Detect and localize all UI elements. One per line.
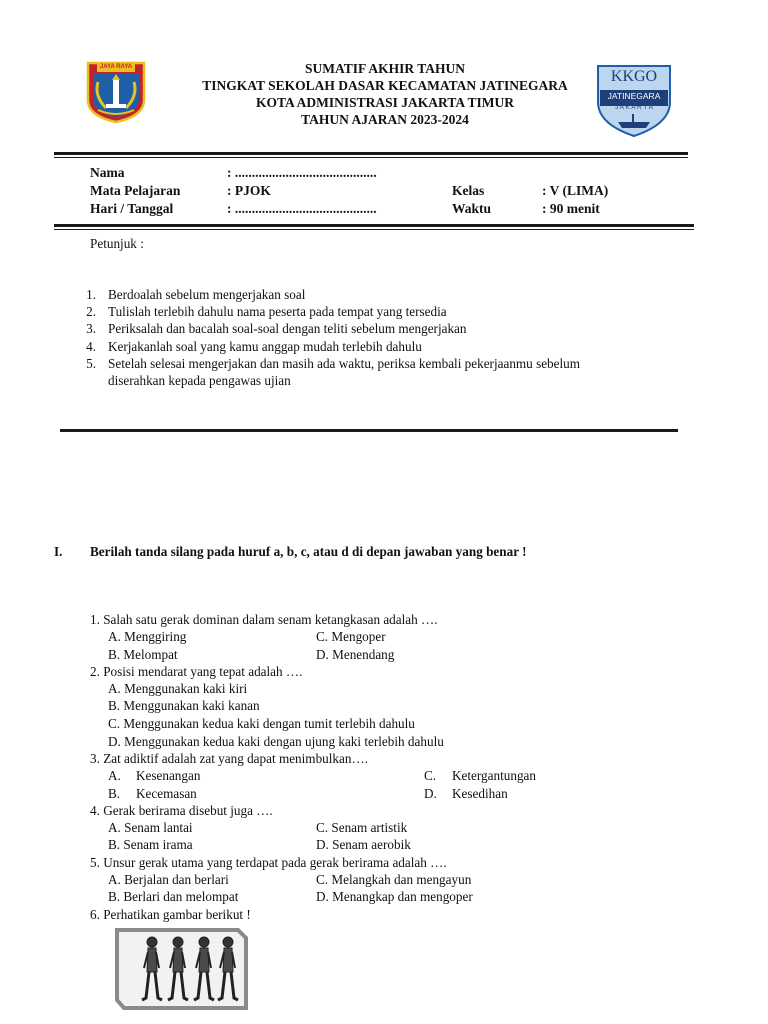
- petunjuk-item-number: 1.: [86, 287, 96, 302]
- q4-option-b[interactable]: B. Senam irama: [108, 837, 193, 852]
- petunjuk-item-text: Berdoalah sebelum mengerjakan soal: [108, 287, 306, 302]
- petunjuk-label: Petunjuk :: [90, 236, 144, 251]
- q1-option-a[interactable]: A. Menggiring: [108, 629, 187, 644]
- petunjuk-item-number: 5.: [86, 356, 96, 371]
- header-line-3: KOTA ADMINISTRASI JAKARTA TIMUR: [256, 95, 514, 110]
- petunjuk-item-number: 4.: [86, 339, 96, 354]
- header-line-4: TAHUN AJARAN 2023-2024: [301, 112, 469, 127]
- kkgo-logo-city: J A K A R T A: [614, 104, 654, 111]
- q3-option-d[interactable]: Kesedihan: [452, 786, 508, 801]
- q4-option-a[interactable]: A. Senam lantai: [108, 820, 193, 835]
- q5-option-c[interactable]: C. Melangkah dan mengayun: [316, 872, 472, 887]
- kkgo-logo-subtitle: JATINEGARA: [607, 91, 661, 101]
- kelas-value: : V (LIMA): [542, 183, 609, 198]
- q1-option-d[interactable]: D. Menendang: [316, 647, 395, 662]
- kkgo-logo: [592, 62, 676, 138]
- question-4: 4. Gerak berirama disebut juga ….: [90, 803, 273, 818]
- info-bottom-rule-thin: [54, 229, 694, 230]
- question-5: 5. Unsur gerak utama yang terdapat pada gerak berirama adalah ….: [90, 855, 447, 870]
- question-3: 3. Zat adiktif adalah zat yang dapat menimbulkan….: [90, 751, 368, 766]
- jakarta-emblem-logo: [84, 60, 148, 124]
- question-6: 6. Perhatikan gambar berikut !: [90, 907, 251, 922]
- waktu-label: Waktu: [452, 201, 492, 216]
- hari-field[interactable]: : ..........................................: [227, 201, 377, 216]
- question-2: 2. Posisi mendarat yang tepat adalah ….: [90, 664, 303, 679]
- q2-option-a[interactable]: A. Menggunakan kaki kiri: [108, 681, 248, 696]
- petunjuk-item-text-continued: diserahkan kepada pengawas ujian: [108, 373, 291, 388]
- q3-option-d-letter[interactable]: D.: [424, 786, 437, 801]
- q3-option-b[interactable]: Kecemasan: [136, 786, 197, 801]
- section-number: I.: [54, 544, 63, 559]
- q5-option-a[interactable]: A. Berjalan dan berlari: [108, 872, 229, 887]
- q3-option-a[interactable]: Kesenangan: [136, 768, 201, 783]
- q3-option-c-letter[interactable]: C.: [424, 768, 437, 783]
- q2-option-b[interactable]: B. Menggunakan kaki kanan: [108, 698, 260, 713]
- kkgo-logo-title: KKGO: [610, 68, 658, 85]
- q5-option-b[interactable]: B. Berlari dan melompat: [108, 889, 239, 904]
- petunjuk-item-text: Periksalah dan bacalah soal-soal dengan teliti sebelum mengerjakan: [108, 321, 467, 336]
- waktu-value: : 90 menit: [542, 201, 600, 216]
- q2-option-d[interactable]: D. Menggunakan kedua kaki dengan ujung kaki terlebih dahulu: [108, 734, 444, 749]
- mapel-value: : PJOK: [227, 183, 271, 198]
- petunjuk-item-text: Kerjakanlah soal yang kamu anggap mudah terlebih dahulu: [108, 339, 422, 354]
- q1-option-c[interactable]: C. Mengoper: [316, 629, 386, 644]
- kelas-label: Kelas: [452, 183, 485, 198]
- info-top-rule: [54, 152, 688, 155]
- mapel-label: Mata Pelajaran: [90, 183, 181, 198]
- q3-option-c[interactable]: Ketergantungan: [452, 768, 536, 783]
- q2-option-c[interactable]: C. Menggunakan kedua kaki dengan tumit terlebih dahulu: [108, 716, 415, 731]
- q3-option-b-letter[interactable]: B.: [108, 786, 121, 801]
- nama-field[interactable]: : ..........................................: [227, 165, 377, 180]
- header-line-1: SUMATIF AKHIR TAHUN: [304, 61, 466, 76]
- petunjuk-item-number: 3.: [86, 321, 96, 336]
- petunjuk-item-number: 2.: [86, 304, 96, 319]
- q5-option-d[interactable]: D. Menangkap dan mengoper: [316, 889, 473, 904]
- petunjuk-bottom-rule: [60, 429, 678, 432]
- petunjuk-item-text: Setelah selesai mengerjakan dan masih ada waktu, periksa kembali pekerjaanmu sebelum: [108, 356, 581, 371]
- info-top-rule-thin: [54, 157, 688, 158]
- q4-option-c[interactable]: C. Senam artistik: [316, 820, 408, 835]
- header-title: [160, 60, 610, 128]
- petunjuk-item-text: Tulislah terlebih dahulu nama peserta pada tempat yang tersedia: [108, 304, 447, 319]
- hari-label: Hari / Tanggal: [90, 201, 174, 216]
- q3-option-a-letter[interactable]: A.: [108, 768, 121, 783]
- header-line-2: TINGKAT SEKOLAH DASAR KECAMATAN JATINEGARA: [202, 78, 568, 93]
- question-1: 1. Salah satu gerak dominan dalam senam ketangkasan adalah ….: [90, 612, 438, 627]
- nama-label: Nama: [90, 165, 125, 180]
- q4-option-d[interactable]: D. Senam aerobik: [316, 837, 411, 852]
- q1-option-b[interactable]: B. Melompat: [108, 647, 178, 662]
- section-instruction: Berilah tanda silang pada huruf a, b, c, atau d di depan jawaban yang benar !: [90, 544, 527, 559]
- info-bottom-rule: [54, 224, 694, 227]
- walking-figures-illustration: [114, 928, 248, 1010]
- jakarta-emblem-text: JAYA RAYA: [99, 64, 133, 70]
